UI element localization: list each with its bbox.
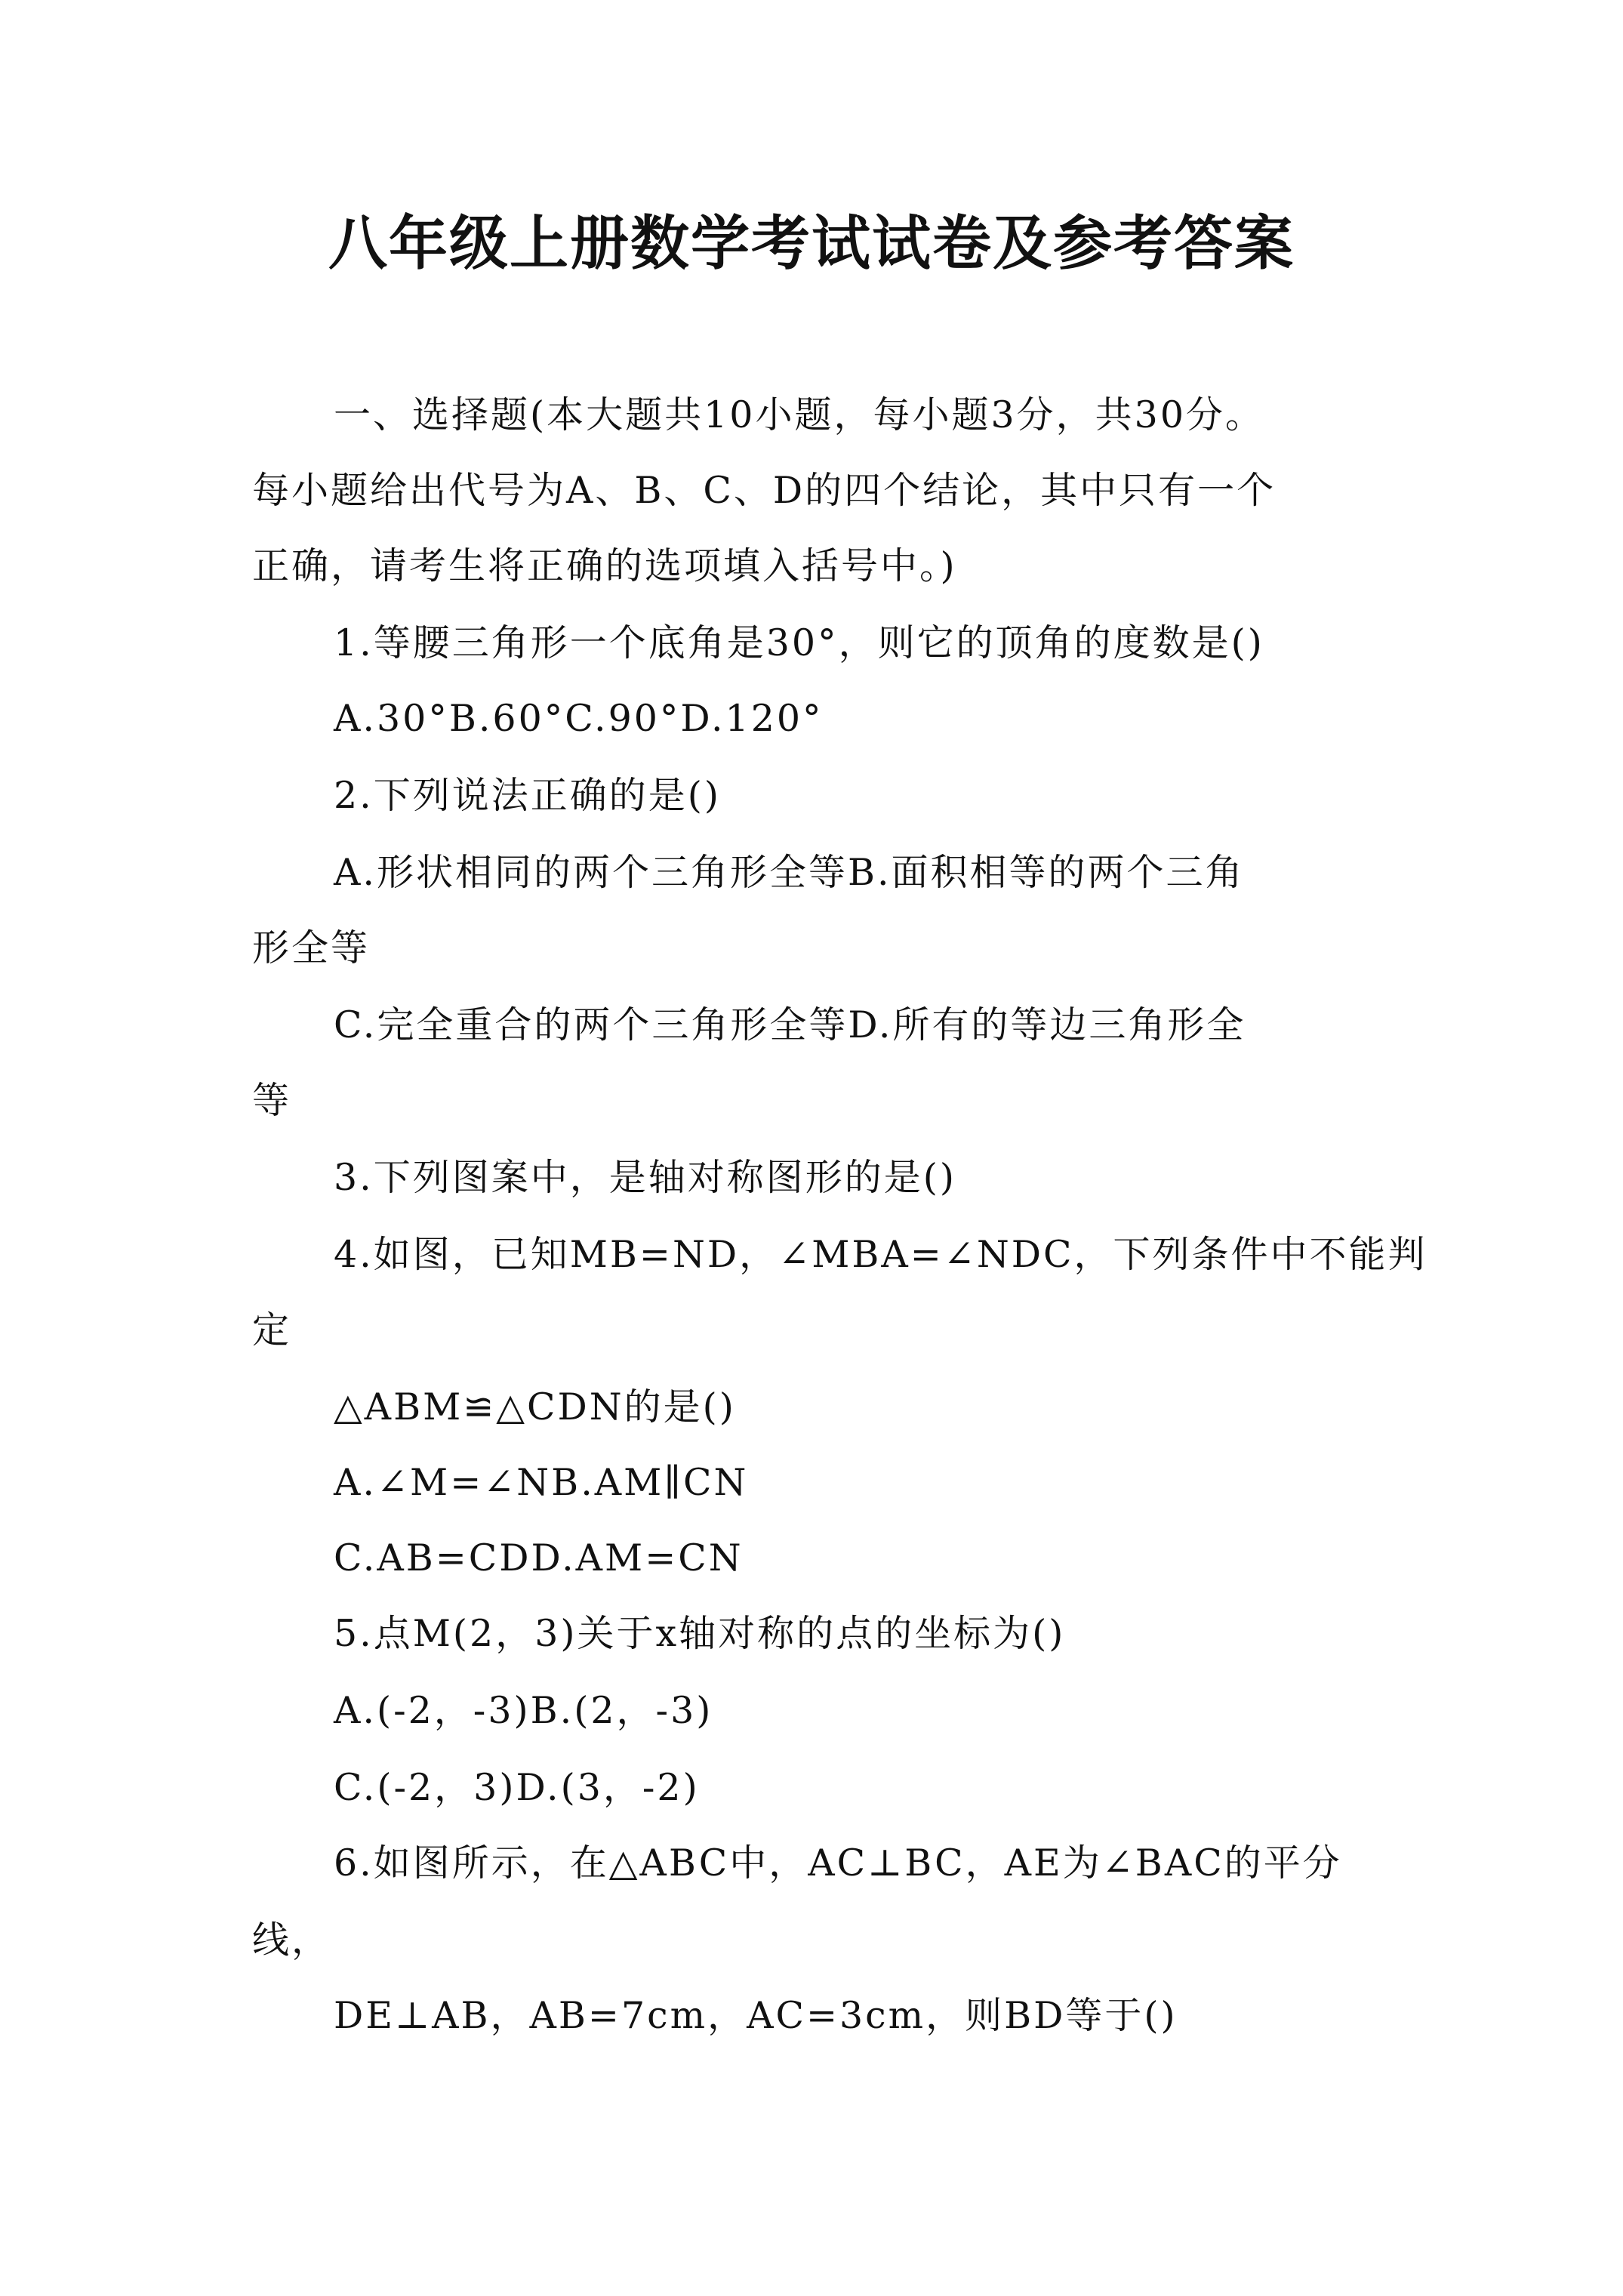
question-5-options-ab: A.(-2，-3)B.(2，-3) xyxy=(334,1689,713,1732)
question-5-options-cd: C.(-2，3)D.(3，-2) xyxy=(334,1766,700,1809)
question-3-text: 3.下列图案中，是轴对称图形的是() xyxy=(334,1156,956,1199)
question-5-text: 5.点M(2，3)关于x轴对称的点的坐标为() xyxy=(334,1612,1066,1655)
question-2-text: 2.下列说法正确的是() xyxy=(334,774,721,817)
question-1-text: 1.等腰三角形一个底角是30°，则它的顶角的度数是() xyxy=(334,621,1264,664)
question-2-options-cd: C.完全重合的两个三角形全等D.所有的等边三角形全 xyxy=(334,1003,1246,1046)
document-title: 八年级上册数学考试试卷及参考答案 xyxy=(328,209,1295,278)
section-instruction-line-1: 一、选择题(本大题共10小题，每小题3分，共30分。 xyxy=(334,393,1264,436)
section-instruction-line-2: 每小题给出代号为A、B、C、D的四个结论，其中只有一个 xyxy=(252,469,1277,512)
question-4-text: 4.如图，已知MB=ND，∠MBA=∠NDC，下列条件中不能判 xyxy=(334,1233,1427,1276)
section-instruction-line-3: 正确，请考生将正确的选项填入括号中。) xyxy=(252,544,957,587)
question-2-options-cd-cont: 等 xyxy=(252,1079,292,1122)
question-4-options-cd: C.AB=CDD.AM=CN xyxy=(334,1536,744,1579)
question-6-text-cont: 线， xyxy=(252,1918,331,1962)
question-2-options-ab: A.形状相同的两个三角形全等B.面积相等的两个三角 xyxy=(334,851,1245,894)
question-2-options-ab-cont: 形全等 xyxy=(252,926,371,969)
question-4-text-statement: △ABM≌△CDN的是() xyxy=(334,1385,736,1428)
question-4-text-cont: 定 xyxy=(252,1308,292,1351)
question-6-text-statement: DE⊥AB，AB=7cm，AC=3cm，则BD等于() xyxy=(334,1994,1178,2037)
question-6-text: 6.如图所示，在△ABC中，AC⊥BC，AE为∠BAC的平分 xyxy=(334,1841,1342,1885)
question-4-options-ab: A.∠M=∠NB.AM∥CN xyxy=(334,1461,749,1504)
question-1-options: A.30°B.60°C.90°D.120° xyxy=(334,697,824,740)
